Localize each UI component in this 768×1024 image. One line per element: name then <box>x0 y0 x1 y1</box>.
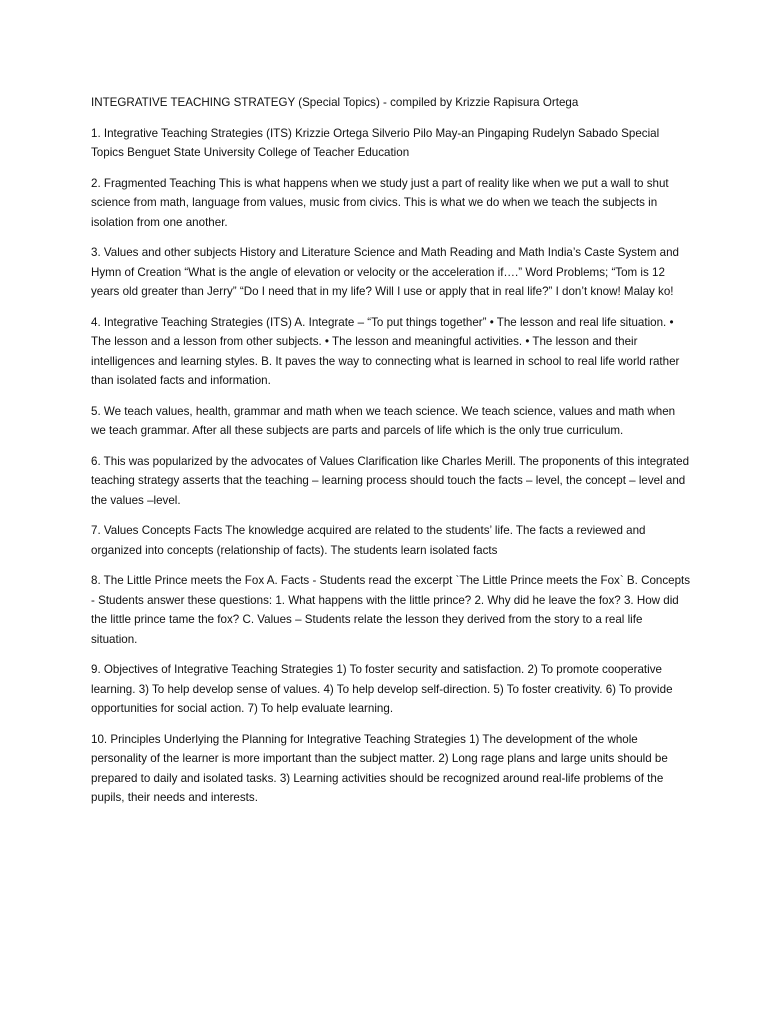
paragraph-10: 10. Principles Underlying the Planning for Integrative Teaching Strategies 1) The development of the whole personality of the learner is more important than the subject matter. 2) Long rage plans and large units should be prepared to daily and isolated tasks. 3) Learning activities should be recognized around real-life problems of the pupils, their needs and interests. <box>91 732 668 804</box>
paragraph-4: 4. Integrative Teaching Strategies (ITS) A. Integrate – “To put things together” • The lesson and real life situation. • The lesson and a lesson from other subjects. • The lesson and meaningful activities. • The lesson and their intelligences and learning styles. B. It paves the way to connecting what is learned in school to real life world rather than isolated facts and information. <box>91 315 680 387</box>
paragraph-9: 9. Objectives of Integrative Teaching Strategies 1) To foster security and satisfaction. 2) To promote cooperative learning. 3) To help develop sense of values. 4) To help develop self-direction. 5) To foster creativity. 6) To provide opportunities for social action. 7) To help evaluate learning. <box>91 663 673 715</box>
paragraph-8: 8. The Little Prince meets the Fox A. Facts - Students read the excerpt `The Little Prince meets the Fox` B. Concepts - Students answer these questions: 1. What happens with the little prince? 2. Why did he leave the fox? 3. How did the little prince tame the fox? C. Values – Students relate the lesson they derived from the story to a real life situation. <box>91 574 691 646</box>
paragraph-1: 1. Integrative Teaching Strategies (ITS) Krizzie Ortega Silverio Pilo May-an Pingaping Rudelyn Sabado Special Topics Benguet State University College of Teacher Education <box>91 126 660 159</box>
paragraph-5: 5. We teach values, health, grammar and math when we teach science. We teach science, values and math when we teach grammar. After all these subjects are parts and parcels of life which is the only true curriculum. <box>91 404 676 437</box>
paragraph-2: 2. Fragmented Teaching This is what happens when we study just a part of reality like when we put a wall to shut science from math, language from values, music from civics. This is what we do when we teach the subjects in isolation from one another. <box>91 176 669 229</box>
document-title: INTEGRATIVE TEACHING STRATEGY (Special Topics) - compiled by Krizzie Rapisura Ortega <box>91 96 579 109</box>
paragraph-6: 6. This was popularized by the advocates of Values Clarification like Charles Merill. The proponents of this integrated teaching strategy asserts that the teaching – learning process should touch the facts – level, the concept – level and the values –level. <box>91 454 690 507</box>
document-page <box>91 93 691 819</box>
paragraph-7: 7. Values Concepts Facts The knowledge acquired are related to the students’ life. The facts a reviewed and organized into concepts (relationship of facts). The students learn isolated facts <box>91 524 646 557</box>
paragraph-3: 3. Values and other subjects History and Literature Science and Math Reading and Math India’s Caste System and Hymn of Creation “What is the angle of elevation or velocity or the acceleration if….” Word Problems; “Tom is 12 years old greater than Jerry” “Do I need that in my life? Will I use or apply that in real life?” I don’t know! Malay ko! <box>91 246 679 298</box>
